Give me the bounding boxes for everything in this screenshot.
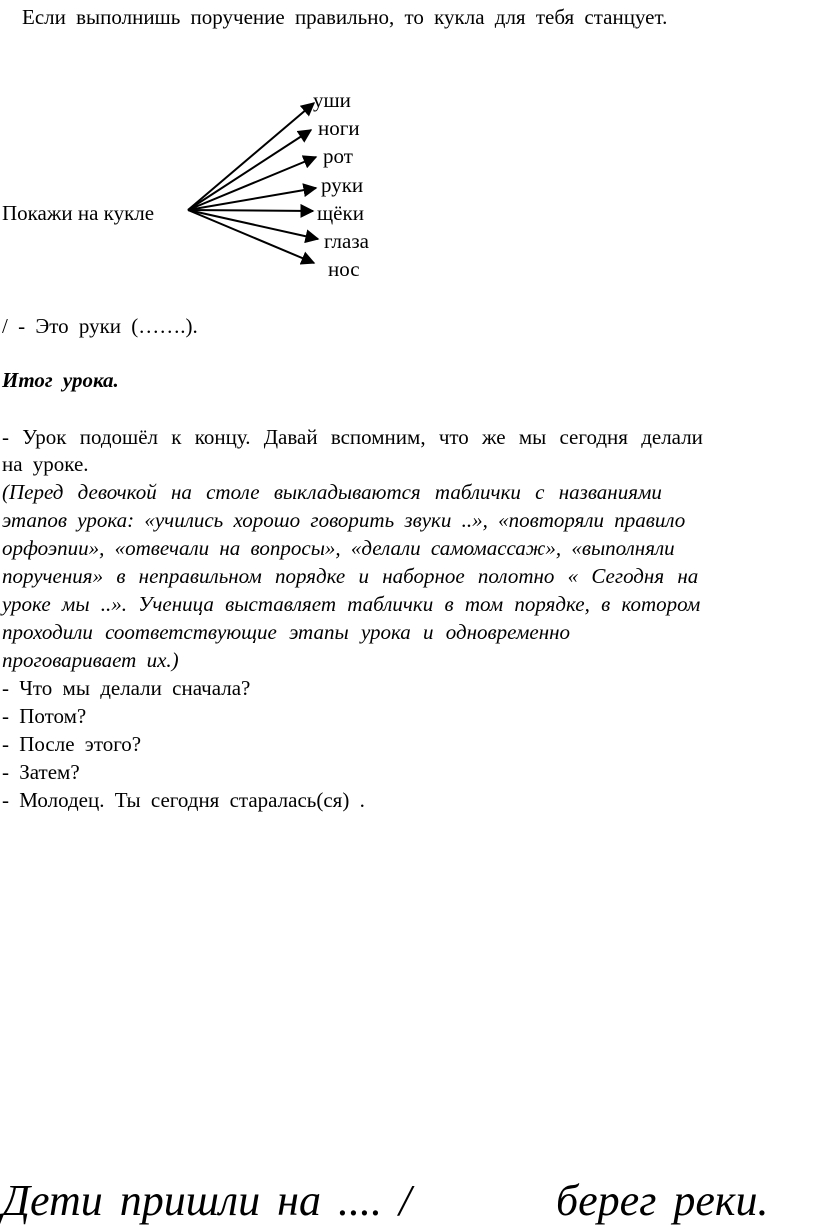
- diagram-prompt: Покажи на кукле: [2, 201, 155, 225]
- arrow-to-ruki: [188, 188, 316, 210]
- instruction-line-3: орфоэпии», «отвечали на вопросы», «делали самомассаж», «выполняли: [2, 536, 675, 560]
- arrow-to-nos: [188, 210, 314, 263]
- question-2: - Потом?: [2, 704, 87, 728]
- instruction-line-1: (Перед девочкой на столе выкладываются таблички с названиями: [2, 480, 662, 504]
- paragraph-line-2: на уроке.: [2, 452, 89, 476]
- diagram-part-nos: нос: [328, 257, 360, 281]
- diagram-part-ushi: уши: [313, 88, 351, 112]
- example-text: / - Это руки (…….).: [2, 314, 198, 338]
- diagram-part-rot: рот: [323, 144, 353, 168]
- slide-text-left: Дети пришли на .... /: [2, 1176, 412, 1225]
- instruction-line-2: этапов урока: «учились хорошо говорить звуки ..», «повторяли правило: [2, 508, 686, 532]
- arrow-to-ushi: [188, 103, 314, 210]
- instruction-line-7: проговаривает их.): [2, 648, 179, 672]
- arrow-to-glaza: [188, 210, 318, 239]
- intro-text: Если выполнишь поручение правильно, то кукла для тебя станцует.: [22, 5, 668, 29]
- arrow-to-rot: [188, 157, 316, 210]
- arrow-diagram: [0, 0, 816, 300]
- question-4: - Затем?: [2, 760, 80, 784]
- diagram-part-shcheki: щёки: [317, 201, 364, 225]
- question-1: - Что мы делали сначала?: [2, 676, 251, 700]
- paragraph-line-1: - Урок подошёл к концу. Давай вспомним, что же мы сегодня делали: [2, 425, 703, 449]
- question-5: - Молодец. Ты сегодня старалась(ся) .: [2, 788, 365, 812]
- slide-text-right: берег реки.: [556, 1176, 769, 1225]
- instruction-line-6: проходили соответствующие этапы урока и одновременно: [2, 620, 571, 644]
- diagram-part-nogi: ноги: [318, 116, 360, 140]
- diagram-part-glaza: глаза: [324, 229, 369, 253]
- instruction-line-5: уроке мы ..». Ученица выставляет таблички в том порядке, в котором: [2, 592, 701, 616]
- arrow-to-nogi: [188, 130, 311, 210]
- question-3: - После этого?: [2, 732, 142, 756]
- arrow-to-shcheki: [188, 210, 313, 211]
- summary-heading: Итог урока.: [2, 368, 119, 392]
- instruction-line-4: поручения» в неправильном порядке и наборное полотно « Сегодня на: [2, 564, 699, 588]
- diagram-part-ruki: руки: [321, 173, 364, 197]
